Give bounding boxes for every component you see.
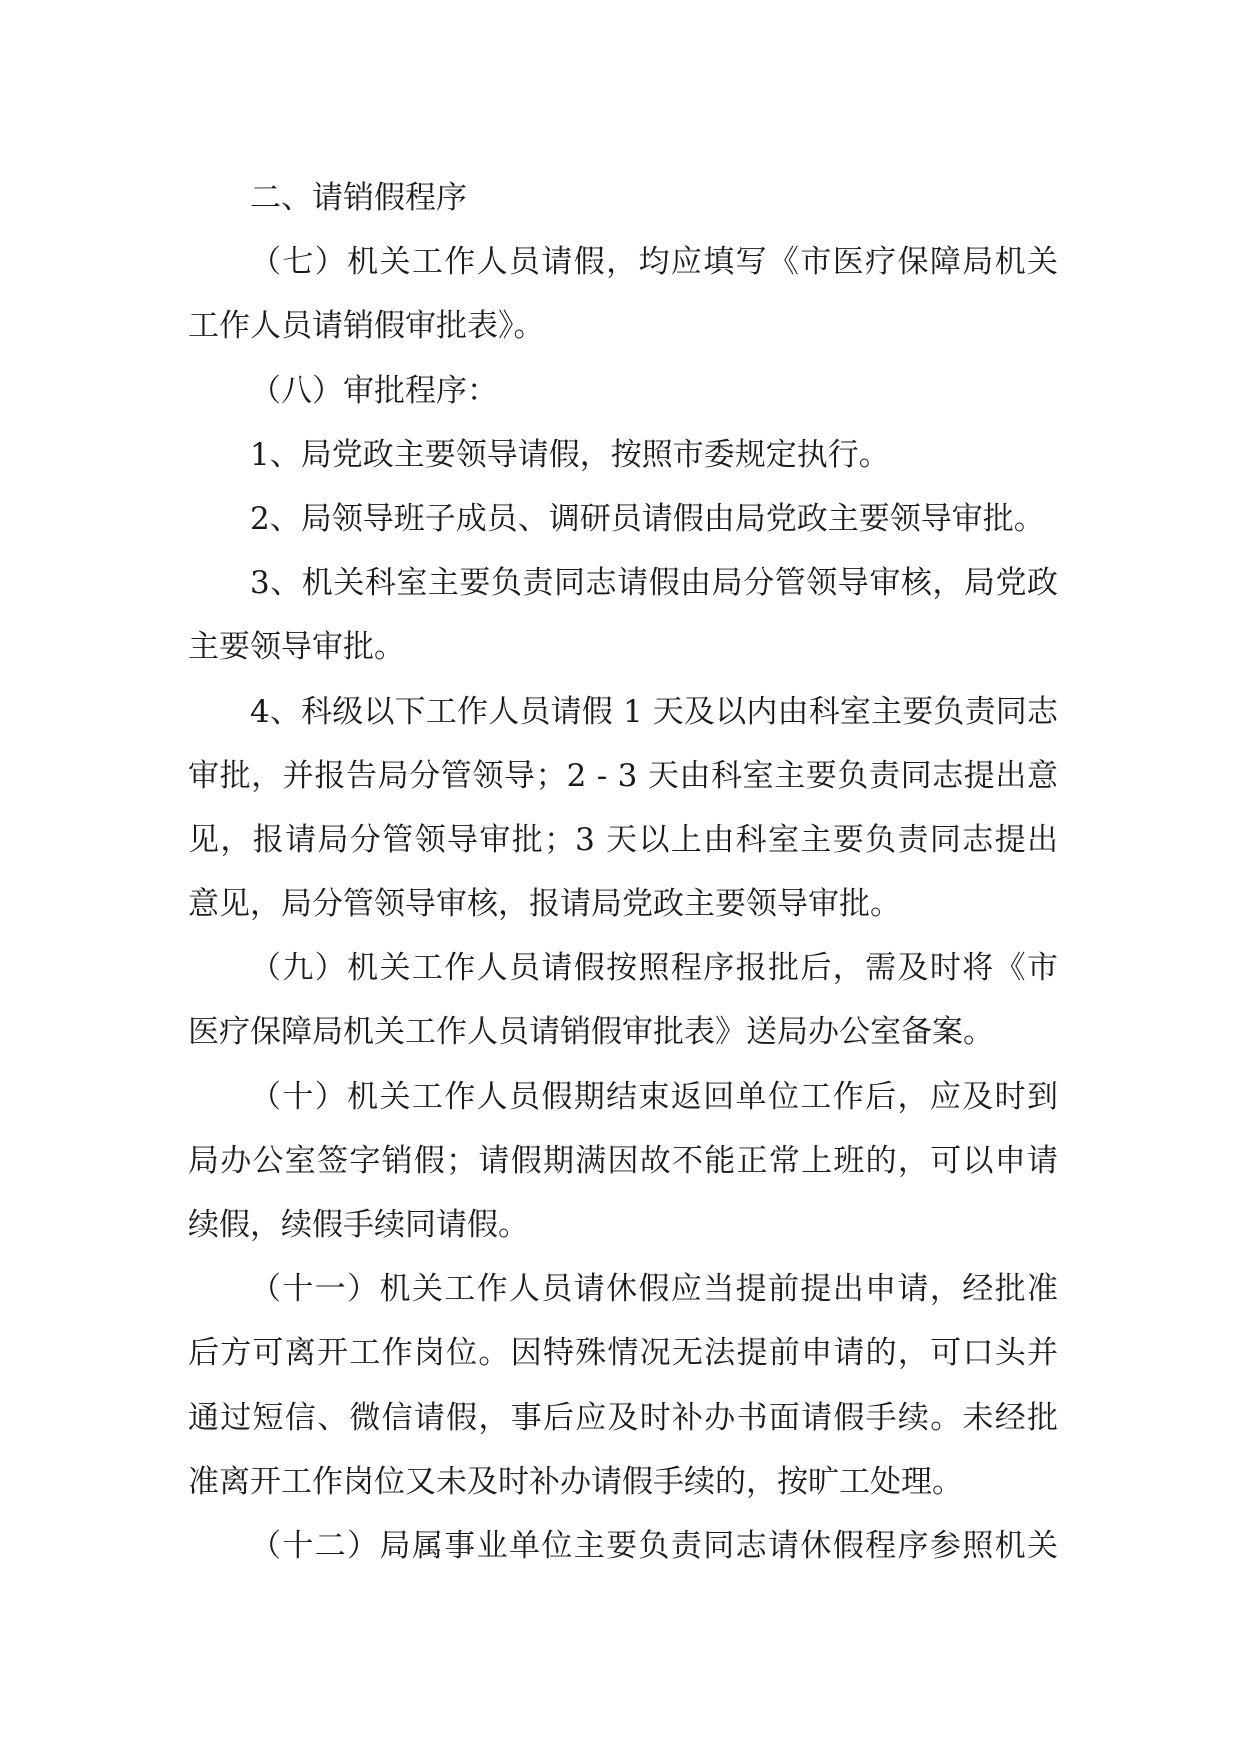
- text-line: 意见，局分管领导审核，报请局党政主要领导审批。: [188, 886, 901, 923]
- text-line: 工作人员请销假审批表》。: [188, 308, 545, 345]
- text-line: 准离开工作岗位又未及时补办请假手续的，按旷工处理。: [188, 1463, 963, 1500]
- text-line: 通过短信、微信请假，事后应及时补办书面请假手续。未经批: [188, 1399, 1058, 1436]
- text-line: 审批，并报告局分管领导；2 - 3 天由科室主要负责同志提出意: [188, 757, 1058, 794]
- text-line: （十一）机关工作人员请休假应当提前提出申请，经批准: [250, 1271, 1058, 1308]
- text-line: 见，报请局分管领导审批；3 天以上由科室主要负责同志提出: [188, 821, 1058, 858]
- text-line: 2、局领导班子成员、调研员请假由局党政主要领导审批。: [250, 500, 1045, 537]
- text-line: 4、科级以下工作人员请假 1 天及以内由科室主要负责同志: [250, 693, 1058, 730]
- text-line: 医疗保障局机关工作人员请销假审批表》送局办公室备案。: [188, 1014, 994, 1051]
- document-body: [188, 166, 1058, 1578]
- text-line: （十二）局属事业单位主要负责同志请休假程序参照机关: [250, 1527, 1058, 1564]
- text-line: （十）机关工作人员假期结束返回单位工作后，应及时到: [250, 1078, 1058, 1115]
- text-line: （九）机关工作人员请假按照程序报批后，需及时将《市: [250, 950, 1058, 987]
- text-line: （七）机关工作人员请假，均应填写《市医疗保障局机关: [250, 244, 1058, 281]
- text-line: 二、请销假程序: [250, 180, 467, 216]
- text-line: 1、局党政主要领导请假，按照市委规定执行。: [250, 436, 890, 473]
- text-line: 3、机关科室主要负责同志请假由局分管领导审核，局党政: [250, 565, 1058, 602]
- text-line: （八）审批程序：: [250, 372, 498, 409]
- text-line: 后方可离开工作岗位。因特殊情况无法提前申请的，可口头并: [188, 1335, 1058, 1372]
- text-line: 续假，续假手续同请假。: [188, 1207, 529, 1243]
- text-line: 局办公室签字销假；请假期满因故不能正常上班的，可以申请: [188, 1142, 1058, 1179]
- text-line: 主要领导审批。: [188, 629, 405, 666]
